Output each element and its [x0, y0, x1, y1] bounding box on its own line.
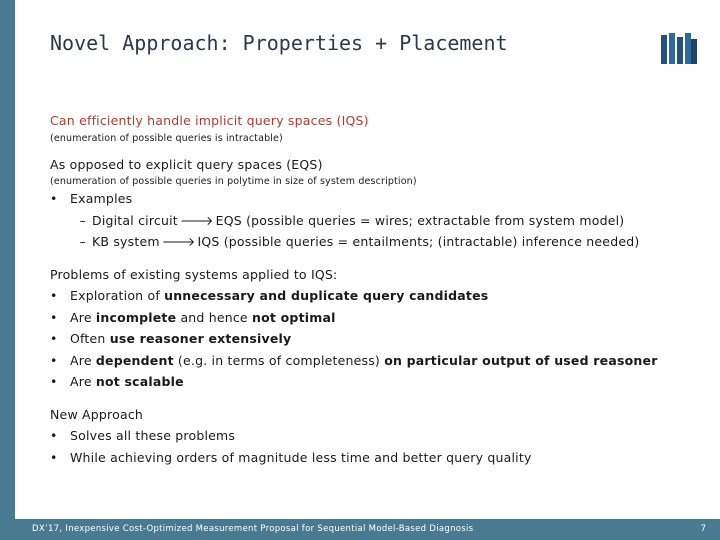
page-number: 7 — [700, 524, 706, 534]
problems-heading: Problems of existing systems applied to IQS: — [50, 266, 338, 282]
example-after: EQS (possible queries = wires; extractable from system model) — [215, 212, 625, 228]
new-approach-heading: New Approach — [50, 406, 144, 422]
body-text: Are — [70, 374, 96, 389]
eqs-heading: As opposed to explicit query spaces (EQS) — [50, 156, 323, 172]
eqs-note: (enumeration of possible queries in polytime in size of system description) — [50, 176, 417, 187]
dash: – — [79, 212, 86, 228]
dash: – — [79, 234, 86, 249]
list-item — [50, 285, 710, 307]
arrow-right-icon: 🡒 — [161, 234, 196, 249]
list-item — [50, 307, 710, 329]
example-row — [50, 210, 710, 232]
slide-title: Novel Approach: Properties + Placement — [50, 31, 508, 55]
bullet: • — [50, 191, 58, 206]
list-item — [50, 425, 710, 447]
examples-label: Examples — [70, 191, 133, 206]
body-text: Are — [70, 309, 96, 325]
slide-content — [50, 110, 710, 468]
body-text: Often — [70, 331, 110, 346]
problems-list — [50, 285, 710, 393]
emphasis-text: not scalable — [95, 374, 184, 389]
bullet: • — [50, 288, 58, 303]
new-approach-item: Solves all these problems — [70, 428, 236, 443]
footer-bar — [0, 519, 720, 540]
emphasis-text: not optimal — [252, 309, 336, 325]
iqs-heading: Can efficiently handle implicit query spaces (IQS) — [50, 113, 369, 128]
bullet: • — [50, 449, 58, 465]
list-item — [50, 447, 710, 469]
bullet: • — [50, 428, 58, 443]
list-item — [50, 328, 710, 350]
arrow-right-icon: 🡒 — [179, 212, 214, 228]
example-before: Digital circuit — [92, 212, 178, 228]
bullet: • — [50, 374, 58, 389]
bullet: • — [50, 352, 58, 368]
body-text: Are — [70, 352, 96, 368]
example-before: KB system — [92, 234, 160, 249]
list-item — [50, 371, 710, 393]
university-logo-icon — [661, 33, 697, 65]
emphasis-text: incomplete — [95, 309, 177, 325]
emphasis-text: dependent — [95, 352, 174, 368]
body-text: and hence — [176, 309, 253, 325]
left-accent-bar — [0, 0, 15, 519]
body-text: Exploration of — [70, 288, 165, 303]
emphasis-text: unnecessary and duplicate query candidates — [164, 288, 489, 303]
emphasis-text: use reasoner extensively — [109, 331, 292, 346]
bullet: • — [50, 309, 58, 325]
example-row — [50, 231, 710, 253]
new-approach-item: While achieving orders of magnitude less time and better query quality — [70, 449, 532, 465]
list-item — [50, 350, 710, 372]
emphasis-text: on particular output of used reasoner — [384, 352, 658, 368]
example-after: IQS (possible queries = entailments; (intractable) inference needed) — [197, 234, 640, 249]
body-text: (e.g. in terms of completeness) — [173, 352, 385, 368]
examples-item — [50, 188, 710, 210]
bullet: • — [50, 331, 58, 346]
footer-text: DX’17, Inexpensive Cost-Optimized Measurement Proposal for Sequential Model-Based Diagnosis — [32, 524, 474, 534]
iqs-note: (enumeration of possible queries is intractable) — [50, 132, 283, 144]
